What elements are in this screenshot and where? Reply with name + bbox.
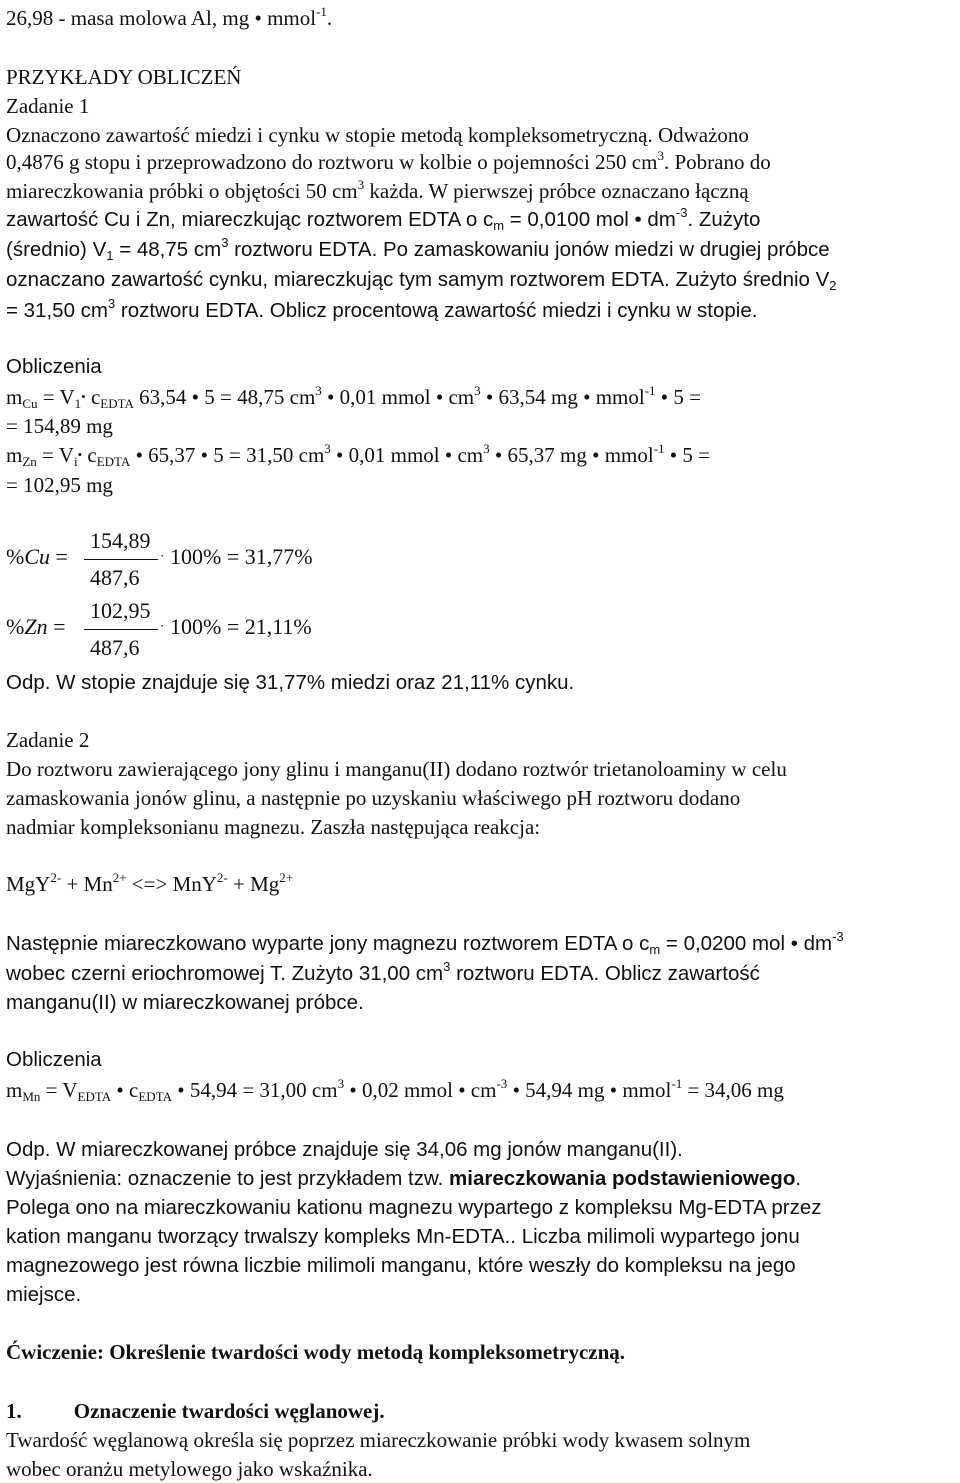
c3-a: m <box>6 1078 23 1102</box>
task1-line-5 <box>6 236 830 264</box>
exercise-line-1: Twardość węglanową określa się poprzez miareczkowanie próbki wody kwasem solnym <box>6 1428 751 1452</box>
c1-m: • 5 = <box>655 385 701 409</box>
t1l5-a: (średnio) V <box>6 238 107 261</box>
expl-bold: miareczkowania podstawieniowego <box>449 1167 796 1190</box>
task2-line-3: nadmiar kompleksonianu magnezu. Zaszła następująca reakcja: <box>6 815 541 839</box>
t1l5-c: = 48,75 cm <box>113 238 222 261</box>
t1l3-c: każda. W pierwszej próbce oznaczano łączną <box>364 179 749 203</box>
task2-calc-title: Obliczenia <box>6 1048 102 1071</box>
exercise-item-1 <box>6 1397 385 1425</box>
t1l5-sup: 3 <box>221 235 229 250</box>
c2-j: 3 <box>483 441 490 456</box>
c1-d: 1 <box>74 396 82 411</box>
task2-line-6: manganu(II) w miareczkowanej próbce. <box>6 991 364 1014</box>
c1-g: 63,54 • 5 = 48,75 cm <box>133 385 316 409</box>
c3-k: • 54,94 mg • mmol <box>507 1078 672 1102</box>
calc-zn-line <box>6 441 710 469</box>
t1l2-a: 0,4876 g stopu i przeprowadzono do roztworu w kolbie o pojemności 250 cm <box>6 150 658 174</box>
c2-c: = V <box>36 443 74 467</box>
c2-i: • 0,01 mmol • cm <box>330 443 484 467</box>
c2-l: -1 <box>653 441 665 456</box>
cu-fraction-bar <box>84 559 158 560</box>
t1l3-a: miareczkowania próbki o objętości 50 cm <box>6 179 358 203</box>
c2-m: • 5 = <box>664 443 710 467</box>
exercise-line-2: wobec oranżu metylowego jako wskaźnika. <box>6 1457 373 1481</box>
c1-dot: • <box>81 389 86 404</box>
cu-result: 100% = 31,77% <box>170 544 313 569</box>
c1-k: • 63,54 mg • mmol <box>480 385 645 409</box>
r-b: 2- <box>50 870 62 885</box>
c3-h: 3 <box>337 1076 345 1091</box>
c3-b: Mn <box>22 1089 41 1104</box>
zn-symbol: Zn <box>24 614 48 639</box>
c3-l: -1 <box>671 1076 683 1091</box>
calc-zn-result: = 102,95 mg <box>6 473 113 497</box>
zn-denominator: 487,6 <box>90 635 140 660</box>
zn-dot: · <box>160 618 165 633</box>
c3-c: = V <box>40 1078 78 1102</box>
c2-dot: • <box>77 447 83 462</box>
c1-f: EDTA <box>100 396 134 411</box>
c2-d: i <box>73 454 78 469</box>
c3-m: = 34,06 mg <box>682 1078 784 1102</box>
c1-h: 3 <box>315 383 322 398</box>
task2-answer: Odp. W miareczkowanej próbce znajduje się 34,06 mg jonów manganu(II). <box>6 1138 683 1161</box>
t2l5-c: roztworu EDTA. Oblicz zawartość <box>450 962 760 985</box>
task2-explanation-1 <box>6 1165 801 1193</box>
task2-explanation-4: magnezowego jest równa liczbie milimoli manganu, które weszły do kompleksu na jego <box>6 1254 796 1277</box>
c3-e: • c <box>111 1078 139 1102</box>
t1l3-sup: 3 <box>357 177 365 192</box>
task1-line-2 <box>6 148 771 176</box>
c2-k: • 65,37 mg • mmol <box>489 443 654 467</box>
t1l4-c: = 0,0100 mol • dm <box>504 208 676 231</box>
c2-e: c <box>82 443 97 467</box>
t2l4-c: = 0,0200 mol • dm <box>660 932 833 955</box>
section-title: PRZYKŁADY OBLICZEŃ <box>6 65 242 89</box>
c1-a: m <box>6 385 23 409</box>
task2-line-5 <box>6 960 760 988</box>
task2-title: Zadanie 2 <box>6 728 90 752</box>
t2l4-sup: -3 <box>832 929 844 944</box>
task2-line-2: zamaskowania jonów glinu, a następnie po uzyskaniu właściwego pH roztworu dodano <box>6 786 741 810</box>
r-d: 2+ <box>112 870 127 885</box>
r-a: MgY <box>6 872 51 896</box>
formula-zn-percent <box>6 598 336 664</box>
expl-c: . <box>795 1167 802 1190</box>
c3-j: -3 <box>496 1076 508 1091</box>
zn-numerator: 102,95 <box>90 598 151 623</box>
task1-answer: Odp. W stopie znajduje się 31,77% miedzi oraz 21,11% cynku. <box>6 671 575 694</box>
cu-dot: · <box>160 548 165 563</box>
task2-line-4 <box>6 930 844 958</box>
note-sup: -1 <box>316 4 327 19</box>
c2-g: • 65,37 • 5 = 31,50 cm <box>130 443 325 467</box>
cu-symbol: Cu <box>24 544 51 569</box>
task2-explanation-2: Polega ono na miareczkowaniu kationu magnezu wypartego z kompleksu Mg-EDTA przez <box>6 1196 822 1219</box>
c2-f: EDTA <box>96 454 131 469</box>
c2-h: 3 <box>324 441 331 456</box>
note-text: 26,98 - masa molowa Al, mg • mmol <box>6 6 317 30</box>
item-title: Oznaczenie twardości węglanowej. <box>73 1399 385 1423</box>
c1-l: -1 <box>644 383 656 398</box>
t1l7-sup: 3 <box>108 296 116 311</box>
task2-explanation-5: miejsce. <box>6 1283 82 1306</box>
r-e: <=> MnY <box>126 872 217 896</box>
note-end: . <box>326 6 333 30</box>
task1-title: Zadanie 1 <box>6 94 90 118</box>
c3-i: • 0,02 mmol • cm <box>344 1078 497 1102</box>
r-f: 2- <box>216 870 228 885</box>
task1-line-6 <box>6 266 837 294</box>
exercise-title: Ćwiczenie: Określenie twardości wody metodą kompleksometryczną. <box>6 1340 626 1364</box>
r-g: + Mg <box>227 872 280 896</box>
c3-f: EDTA <box>138 1089 172 1104</box>
t2l4-a: Następnie miareczkowano wyparte jony magnezu roztworem EDTA o c <box>6 932 650 955</box>
c1-i: • 0,01 mmol • cm <box>321 385 475 409</box>
c2-b: Zn <box>22 454 37 469</box>
task1-line-1: Oznaczono zawartość miedzi i cynku w stopie metodą kompleksometryczną. Odważono <box>6 123 749 147</box>
cu-numerator: 154,89 <box>90 528 151 553</box>
molar-mass-note <box>6 4 332 32</box>
t1l4-sup: -3 <box>675 205 688 220</box>
zn-fraction-bar <box>84 629 158 630</box>
calc-cu-result: = 154,89 mg <box>6 414 113 438</box>
t1l6-sub: 2 <box>829 278 837 293</box>
t2l4-sub: m <box>649 942 661 957</box>
zn-eq: = <box>53 614 66 639</box>
c1-b: Cu <box>22 396 38 411</box>
r-c: + Mn <box>61 872 113 896</box>
c1-c: = V <box>37 385 75 409</box>
task2-explanation-3: kation manganu tworzący trwalszy kompleks Mn-EDTA.. Liczba milimoli wypartego jonu <box>6 1225 800 1248</box>
t1l2-c: . Pobrano do <box>663 150 771 174</box>
task1-calc-title: Obliczenia <box>6 355 102 378</box>
c3-g: • 54,94 = 31,00 cm <box>171 1078 338 1102</box>
t1l5-e: roztworu EDTA. Po zamaskowaniu jonów miedzi w drugiej próbce <box>228 238 830 261</box>
r-h: 2+ <box>279 870 294 885</box>
t2l5-sup: 3 <box>443 959 451 974</box>
t1l4-sub: m <box>493 218 505 233</box>
expl-a: Wyjaśnienia: oznaczenie to jest przykładem tzw. <box>6 1167 450 1190</box>
t1l7-c: roztworu EDTA. Oblicz procentową zawartość miedzi i cynku w stopie. <box>115 299 758 322</box>
cu-denominator: 487,6 <box>90 565 140 590</box>
calc-cu-line <box>6 383 701 411</box>
reaction-equation <box>6 870 293 898</box>
t1l5-sub: 1 <box>106 248 114 263</box>
calc-mn-line <box>6 1076 784 1104</box>
formula-cu-percent <box>6 528 336 594</box>
zn-result: 100% = 21,11% <box>170 614 312 639</box>
formula-zn-lhs <box>6 614 66 640</box>
t1l7-a: = 31,50 cm <box>6 299 108 322</box>
cu-pct-sign: % <box>6 544 25 569</box>
task1-line-7 <box>6 297 757 325</box>
c1-j: 3 <box>474 383 481 398</box>
cu-eq: = <box>55 544 68 569</box>
t1l6-a: oznaczano zawartość cynku, miareczkując tym samym roztworem EDTA. Zużyto średnio V <box>6 268 830 291</box>
task1-line-3 <box>6 177 749 205</box>
item-number: 1. <box>6 1399 22 1423</box>
c2-a: m <box>6 443 23 467</box>
t1l4-e: . Zużyto <box>687 208 761 231</box>
task1-line-4 <box>6 206 760 234</box>
task2-line-1: Do roztworu zawierającego jony glinu i manganu(II) dodano roztwór trietanoloaminy w celu <box>6 757 787 781</box>
t2l5-a: wobec czerni eriochromowej T. Zużyto 31,00 cm <box>6 962 444 985</box>
c3-d: EDTA <box>77 1089 112 1104</box>
t1l4-a: zawartość Cu i Zn, miareczkując roztworem EDTA o c <box>6 208 494 231</box>
formula-cu-lhs <box>6 544 68 570</box>
t1l2-sup: 3 <box>657 148 664 163</box>
zn-pct-sign: % <box>6 614 25 639</box>
c1-e: c <box>85 385 101 409</box>
